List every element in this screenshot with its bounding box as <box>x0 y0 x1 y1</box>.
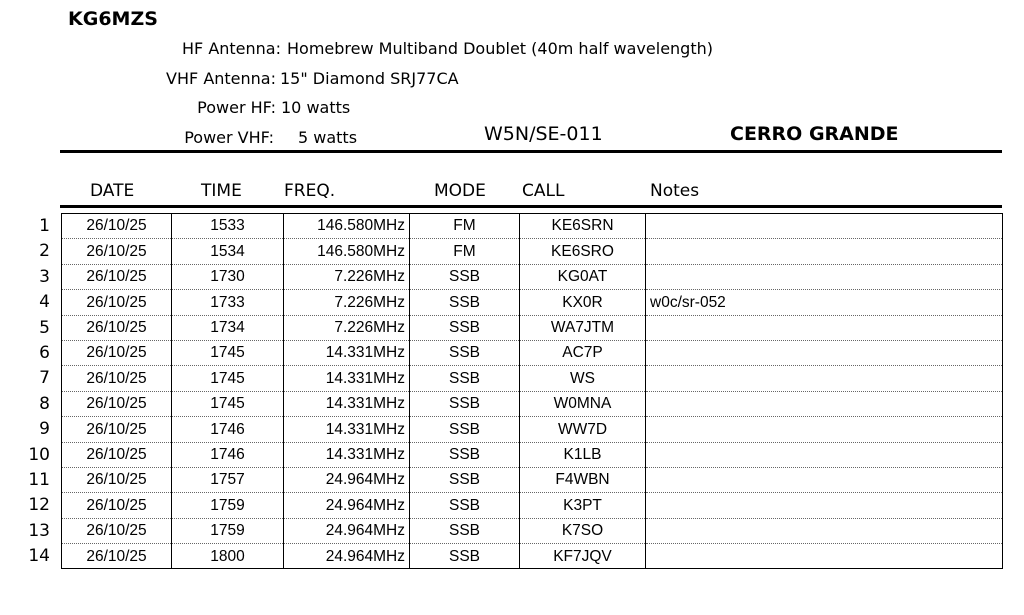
cell-freq: 14.331MHz <box>284 442 410 467</box>
cell-date: 26/10/25 <box>62 264 172 289</box>
cell-notes <box>646 391 1003 416</box>
row-number: 7 <box>39 368 50 389</box>
cell-freq: 7.226MHz <box>284 290 410 315</box>
cell-notes <box>646 544 1003 569</box>
table-row <box>62 417 1003 442</box>
cell-freq: 146.580MHz <box>284 214 410 239</box>
row-number: 5 <box>39 317 50 338</box>
cell-call: WW7D <box>520 417 646 442</box>
cell-mode: SSB <box>410 315 520 340</box>
cell-call: KF7JQV <box>520 544 646 569</box>
power-vhf-value: 5 watts <box>298 128 358 147</box>
cell-notes <box>646 264 1003 289</box>
cell-notes <box>646 366 1003 391</box>
cell-mode: SSB <box>410 417 520 442</box>
cell-time: 1757 <box>172 467 284 492</box>
cell-notes <box>646 467 1003 492</box>
column-header-notes: Notes <box>650 181 700 201</box>
cell-call: K7SO <box>520 518 646 543</box>
table-row <box>62 467 1003 492</box>
power-hf-value: 10 watts <box>281 98 351 117</box>
cell-time: 1746 <box>172 417 284 442</box>
qso-log-table <box>61 213 1003 569</box>
row-number: 13 <box>28 520 50 541</box>
cell-call: KG0AT <box>520 264 646 289</box>
cell-date: 26/10/25 <box>62 290 172 315</box>
cell-date: 26/10/25 <box>62 544 172 569</box>
table-row <box>62 518 1003 543</box>
cell-date: 26/10/25 <box>62 417 172 442</box>
cell-freq: 24.964MHz <box>284 467 410 492</box>
cell-time: 1746 <box>172 442 284 467</box>
cell-mode: FM <box>410 214 520 239</box>
table-row <box>62 391 1003 416</box>
cell-notes: w0c/sr-052 <box>646 290 1003 315</box>
cell-date: 26/10/25 <box>62 340 172 365</box>
column-header-time: TIME <box>201 181 242 201</box>
cell-call: WA7JTM <box>520 315 646 340</box>
operator-callsign: KG6MZS <box>68 8 158 30</box>
cell-call: K1LB <box>520 442 646 467</box>
cell-date: 26/10/25 <box>62 467 172 492</box>
row-number: 14 <box>28 546 50 567</box>
cell-time: 1800 <box>172 544 284 569</box>
cell-time: 1533 <box>172 214 284 239</box>
cell-notes <box>646 442 1003 467</box>
row-number: 11 <box>28 470 50 490</box>
table-row <box>62 366 1003 391</box>
table-row <box>62 315 1003 340</box>
column-header-freq: FREQ. <box>284 181 336 201</box>
cell-mode: SSB <box>410 442 520 467</box>
cell-mode: SSB <box>410 544 520 569</box>
row-number: 6 <box>39 343 50 363</box>
table-row <box>62 442 1003 467</box>
cell-time: 1734 <box>172 315 284 340</box>
column-header-mode: MODE <box>434 181 486 201</box>
power-vhf-label: Power VHF: <box>184 128 274 147</box>
cell-mode: SSB <box>410 467 520 492</box>
cell-freq: 14.331MHz <box>284 391 410 416</box>
table-row <box>62 290 1003 315</box>
cell-date: 26/10/25 <box>62 442 172 467</box>
row-number: 2 <box>39 241 50 262</box>
cell-time: 1759 <box>172 493 284 518</box>
column-header-call: CALL <box>522 181 565 201</box>
cell-time: 1534 <box>172 239 284 264</box>
power-hf-label: Power HF: <box>197 98 276 117</box>
vhf-antenna-label: VHF Antenna: <box>166 69 276 88</box>
cell-notes <box>646 493 1003 518</box>
cell-freq: 14.331MHz <box>284 366 410 391</box>
cell-date: 26/10/25 <box>62 518 172 543</box>
row-number: 3 <box>39 266 50 287</box>
hf-antenna-label: HF Antenna: <box>182 39 281 58</box>
cell-freq: 14.331MHz <box>284 340 410 365</box>
table-row <box>62 544 1003 569</box>
cell-date: 26/10/25 <box>62 315 172 340</box>
cell-time: 1745 <box>172 340 284 365</box>
cell-call: KX0R <box>520 290 646 315</box>
power-hf-row <box>0 98 1024 118</box>
summit-name: CERRO GRANDE <box>730 123 899 145</box>
cell-freq: 14.331MHz <box>284 417 410 442</box>
cell-freq: 24.964MHz <box>284 493 410 518</box>
cell-mode: SSB <box>410 391 520 416</box>
row-number: 4 <box>39 292 50 313</box>
cell-mode: SSB <box>410 518 520 543</box>
cell-call: WS <box>520 366 646 391</box>
cell-mode: SSB <box>410 366 520 391</box>
cell-mode: SSB <box>410 290 520 315</box>
cell-mode: SSB <box>410 340 520 365</box>
cell-freq: 7.226MHz <box>284 315 410 340</box>
column-header-divider <box>60 205 1002 208</box>
cell-time: 1745 <box>172 366 284 391</box>
cell-date: 26/10/25 <box>62 493 172 518</box>
cell-mode: SSB <box>410 493 520 518</box>
table-row <box>62 239 1003 264</box>
cell-date: 26/10/25 <box>62 239 172 264</box>
cell-time: 1759 <box>172 518 284 543</box>
cell-freq: 146.580MHz <box>284 239 410 264</box>
vhf-antenna-row <box>0 69 1024 89</box>
cell-call: K3PT <box>520 493 646 518</box>
cell-freq: 24.964MHz <box>284 544 410 569</box>
row-number: 1 <box>39 216 50 236</box>
cell-call: AC7P <box>520 340 646 365</box>
cell-mode: SSB <box>410 264 520 289</box>
row-number: 10 <box>28 444 50 465</box>
cell-freq: 7.226MHz <box>284 264 410 289</box>
cell-time: 1733 <box>172 290 284 315</box>
cell-notes <box>646 417 1003 442</box>
row-number: 9 <box>39 419 50 440</box>
cell-call: F4WBN <box>520 467 646 492</box>
header-divider <box>60 150 1002 153</box>
table-row <box>62 214 1003 239</box>
cell-mode: FM <box>410 239 520 264</box>
cell-notes <box>646 518 1003 543</box>
table-row <box>62 493 1003 518</box>
cell-notes <box>646 214 1003 239</box>
table-row <box>62 340 1003 365</box>
row-number: 12 <box>28 495 50 516</box>
cell-notes <box>646 239 1003 264</box>
vhf-antenna-value: 15" Diamond SRJ77CA <box>280 69 459 88</box>
hf-antenna-value: Homebrew Multiband Doublet (40m half wavelength) <box>287 39 713 58</box>
cell-date: 26/10/25 <box>62 391 172 416</box>
hf-antenna-row <box>0 39 1024 59</box>
cell-time: 1730 <box>172 264 284 289</box>
cell-call: KE6SRO <box>520 239 646 264</box>
cell-notes <box>646 340 1003 365</box>
row-number: 8 <box>39 393 50 414</box>
cell-call: KE6SRN <box>520 214 646 239</box>
cell-freq: 24.964MHz <box>284 518 410 543</box>
summit-reference: W5N/SE-011 <box>484 123 603 145</box>
column-header-date: DATE <box>90 181 135 201</box>
cell-notes <box>646 315 1003 340</box>
cell-time: 1745 <box>172 391 284 416</box>
table-row <box>62 264 1003 289</box>
cell-date: 26/10/25 <box>62 214 172 239</box>
cell-date: 26/10/25 <box>62 366 172 391</box>
cell-call: W0MNA <box>520 391 646 416</box>
